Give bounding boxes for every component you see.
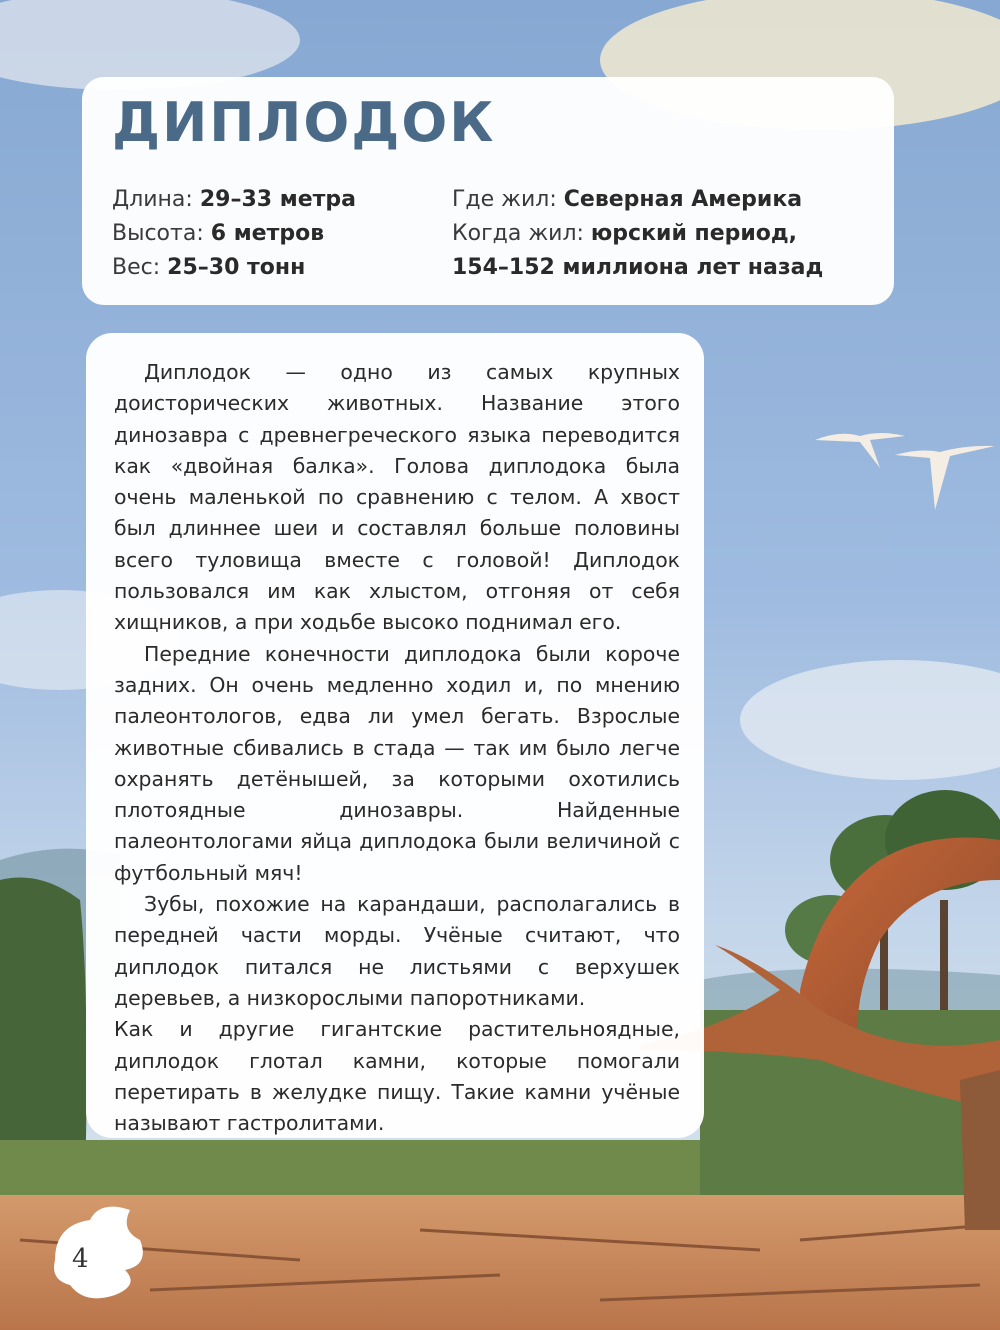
fact-length-value: 29–33 метра [199,187,356,212]
fact-length-label: Длина: [112,187,193,212]
page-title: ДИПЛОДОК [112,91,496,154]
facts-left-column [112,183,356,285]
text-card [86,333,704,1138]
paragraph: Как и другие гигантские растительноядные, диплодок глотал камни, которые помогали перетирать в желудке пищу. Такие камни учёные называют гастролитами. [114,1017,680,1136]
fact-era-label: Когда жил: [452,221,584,246]
fact-weight [112,251,356,285]
fact-era-value: юрский период, [590,221,798,246]
fact-card [82,77,894,305]
article-body [114,357,680,1139]
diplodocus-leg [960,1070,1000,1230]
fact-height-label: Высота: [112,221,204,246]
paragraph: Диплодок — одно из самых крупных доисторических животных. Название этого динозавра с древнегреческого языка переводится как «двойная балка». Голова диплодока была очень маленькой по сравнению с телом. А хвост был длиннее шеи и составлял больше половины всего туловища вместе с головой! Диплодок пользовался им как хлыстом, отгоняя от себя хищников, а при ходьбе высоко поднимал его. [114,360,680,635]
fact-era [452,217,823,251]
fact-habitat-value: Северная Америка [563,187,803,212]
fact-weight-label: Вес: [112,255,161,280]
fact-habitat-label: Где жил: [452,187,557,212]
fact-height-value: 6 метров [210,221,325,246]
paragraph: Зубы, похожие на карандаши, располагались в передней части морды. Учёные считают, что диплодок питался не листьями с верхушек деревьев, а низкорослыми папоротниками. [114,892,680,1010]
fact-length [112,183,356,217]
tree-foliage [0,878,87,1181]
fact-weight-value: 25–30 тонн [167,255,306,280]
facts-right-column [452,183,823,285]
ground [0,1195,1000,1330]
paragraph: Передние конечности диплодока были короче задних. Он очень медленно ходил и, по мнению палеонтологов, едва ли умел бегать. Взрослые животные сбивались в стада — так им было легче охранять детёнышей, за которыми охотились плотоядные динозавры. Найденные палеонтологами яйца диплодока были величиной с футбольный мяч! [114,641,680,885]
fact-height [112,217,356,251]
page-number: 4 [72,1244,89,1274]
fact-era-continued [452,251,823,285]
fact-era-value-line2: 154–152 миллиона лет назад [452,255,824,280]
fact-habitat [452,183,823,217]
